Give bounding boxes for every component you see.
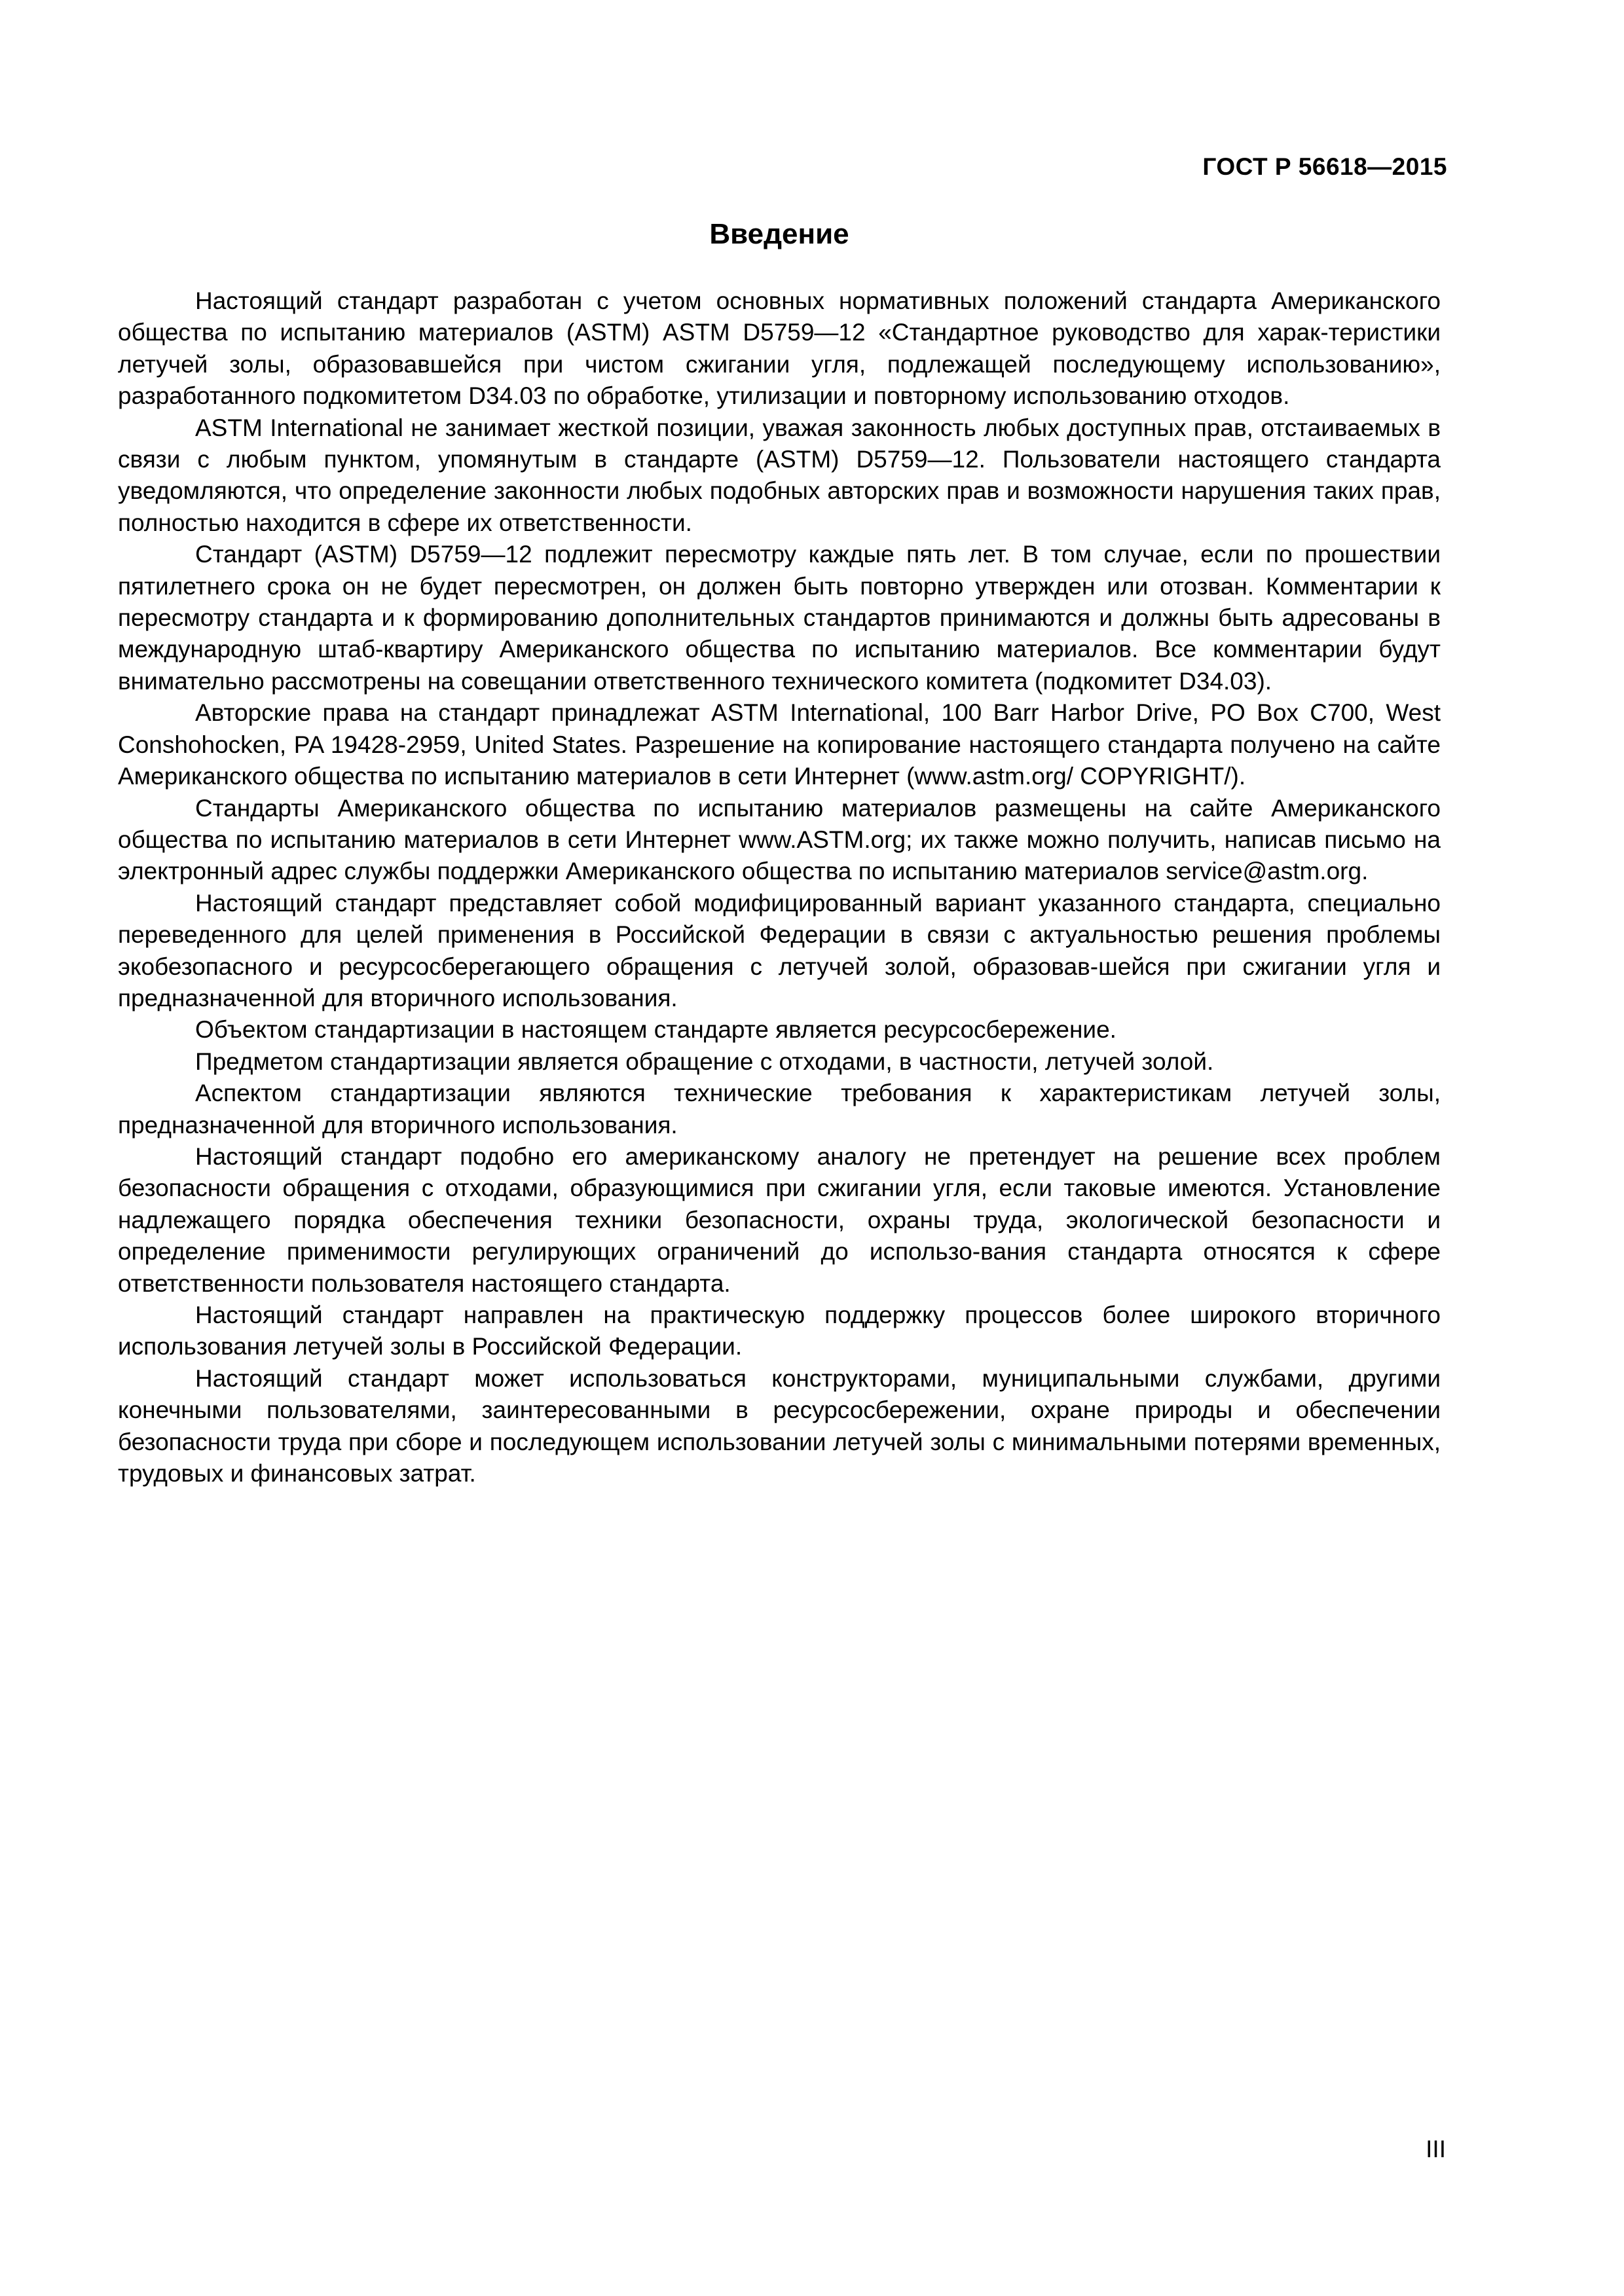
paragraph: Настоящий стандарт представляет собой модифицированный вариант указанного стандарта, специально переведенного для целей применения в Российской Федерации в связи с актуальностью решения проблемы экобезопасного и ресурсосберегающего обращения с летучей золой, образовав-шейся при сжигании угля и предназначенной для вторичного использования. <box>118 889 1441 1011</box>
paragraph: Настоящий стандарт разработан с учетом основных нормативных положений стандарта Американского общества по испытанию материалов (ASTM) ASTM D5759—12 «Стандартное руководство для харак-теристики летучей золы, образовавшейся при чистом сжигании угля, подлежащей последующему использованию», разработанного подкомитетом D34.03 по обработке, утилизации и повторному использованию отходов. <box>118 287 1441 410</box>
page-number: III <box>1426 2136 1446 2162</box>
paragraph: Настоящий стандарт подобно его американскому аналогу не претендует на решение всех проблем безопасности обращения с отходами, образующимися при сжигании угля, если таковые имеются. Установление надлежащего порядка обеспечения техники безопасности, охраны труда, экологической безопасности и определение применимости регулирующих ограничений до использо-вания стандарта относятся к сфере ответственности пользователя настоящего стандарта. <box>118 1142 1441 1297</box>
body-text <box>118 285 1441 1489</box>
paragraph: Настоящий стандарт может использоваться конструкторами, муниципальными службами, другими конечными пользователями, заинтересованными в ресурсосбережении, охране природы и обеспечении безопасности труда при сборе и последующем использовании летучей золы с минимальными потерями временных, трудовых и финансовых затрат. <box>118 1364 1441 1487</box>
paragraph: Предметом стандартизации является обращение с отходами, в частности, летучей золой. <box>195 1048 1214 1075</box>
paragraph: Настоящий стандарт направлен на практическую поддержку процессов более широкого вторичного использования летучей золы в Российской Федерации. <box>118 1302 1441 1360</box>
section-title: Введение <box>709 218 849 250</box>
paragraph: Стандарты Американского общества по испытанию материалов размещены на сайте Американского общества по испытанию материалов в сети Интернет www.ASTM.org; их также можно получить, написав письмо на электронный адрес службы поддержки Американского общества по испытанию материалов service@astm.org. <box>118 794 1441 885</box>
document-code: ГОСТ Р 56618—2015 <box>1202 153 1447 180</box>
paragraph: Авторские права на стандарт принадлежат ASTM International, 100 Barr Harbor Drive, PO Box C700, West Conshohocken, PA 19428-2959, United States. Разрешение на копирование настоящего стандарта получено на сайте Американского общества по испытанию материалов в сети Интернет (www.astm.org/ COPYRIGHT/). <box>118 699 1441 790</box>
paragraph: Аспектом стандартизации являются технические требования к характеристикам летучей золы, предназначенной для вторичного использования. <box>118 1080 1441 1139</box>
paragraph: Стандарт (ASTM) D5759—12 подлежит пересмотру каждые пять лет. В том случае, если по прошествии пятилетнего срока он не будет пересмотрен, он должен быть повторно утвержден или отозван. Комментарии к пересмотру стандарта и к формированию дополнительных стандартов принимаются и должны быть адресованы в международную штаб-квартиру Американского общества по испытанию материалов. Все комментарии будут внимательно рассмотрены на совещании ответственного технического комитета (подкомитет D34.03). <box>118 541 1441 695</box>
paragraph: Объектом стандартизации в настоящем стандарте является ресурсосбережение. <box>195 1016 1116 1044</box>
paragraph: ASTM International не занимает жесткой позиции, уважая законность любых доступных прав, отстаиваемых в связи с любым пунктом, упомянутым в стандарте (ASTM) D5759—12. Пользователи настоящего стандарта уведомляются, что определение законности любых подобных авторских прав и возможности нарушения таких прав, полностью находится в сфере их ответственности. <box>118 414 1441 536</box>
